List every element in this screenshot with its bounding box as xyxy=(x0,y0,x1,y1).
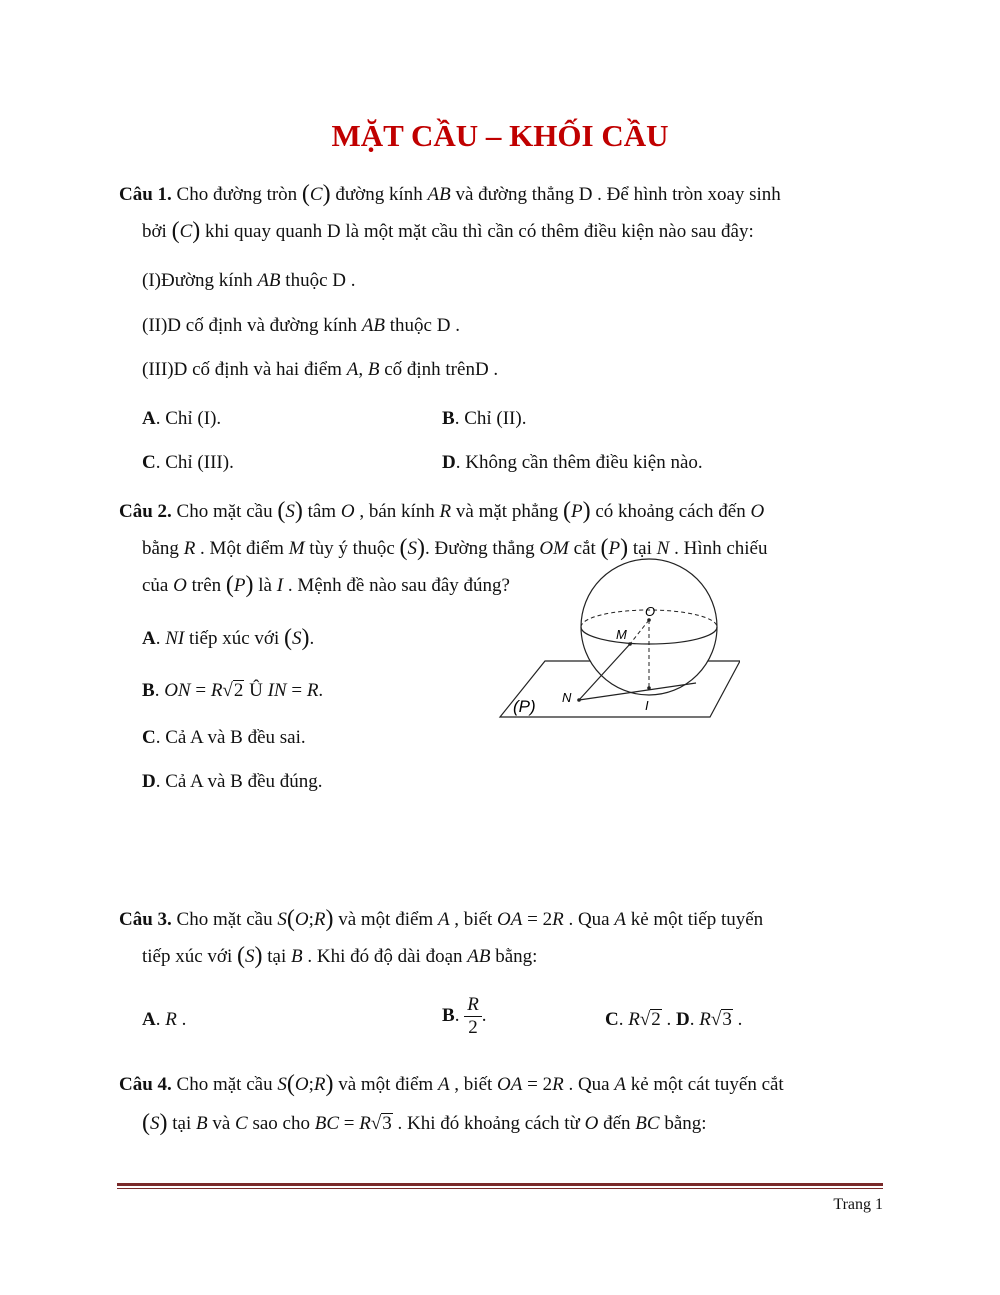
q3-option-cd: C. R√2 . D. R√3 . xyxy=(605,1009,743,1030)
q2-option-d-text: Cả A và B đều đúng. xyxy=(165,771,323,792)
q3-option-b: B. $\frac{R}{2}$ . xyxy=(442,994,487,1038)
q2-line1: Câu 2. Cho mặt cầu (S) tâm O , bán kính R và mặt phẳng (P) có khoảng cách đến O xyxy=(119,498,765,524)
q1-option-d-text: Không cần thêm điều kiện nào. xyxy=(465,452,703,473)
q1-condition-3: (III)D cố định và hai điểm A, B cố định trênD . xyxy=(142,359,499,380)
q2-line3: của O trên (P) là I . Mệnh đề nào sau đây đúng? xyxy=(142,572,510,598)
q2-line2: bằng R . Một điểm M tùy ý thuộc (S). Đường thẳng OM cắt (P) tại N . Hình chiếu xyxy=(142,535,768,561)
label-p: (P) xyxy=(513,697,536,716)
label-i: I xyxy=(645,698,649,713)
q4-line1: Câu 4. Cho mặt cầu S(O;R) và một điểm A , biết OA = 2R . Qua A kẻ một cát tuyến cắt xyxy=(119,1071,784,1097)
q1-line2: bởi (C) khi quay quanh D là một mặt cầu thì cần có thêm điều kiện nào sau đây: xyxy=(142,218,754,244)
page-number: Trang 1 xyxy=(833,1196,883,1213)
q1-option-a-text: Chỉ (I). xyxy=(165,408,222,429)
q3-line2: tiếp xúc với (S) tại B . Khi đó độ dài đoạn AB bằng: xyxy=(142,943,538,969)
q1-option-b: B. Chỉ (II). xyxy=(442,408,527,429)
q3-option-a: A. R . xyxy=(142,1009,187,1030)
q2-option-c-text: Cả A và B đều sai. xyxy=(165,727,306,748)
q1-option-b-text: Chỉ (II). xyxy=(464,408,527,429)
footer-divider xyxy=(117,1183,883,1186)
q1-option-c-text: Chỉ (III). xyxy=(165,452,234,473)
footer-divider-thin xyxy=(117,1188,883,1189)
q2-option-a-text: tiếp xúc với xyxy=(188,628,280,649)
q3-line1: Câu 3. Cho mặt cầu S(O;R) và một điểm A , biết OA = 2R . Qua A kẻ một tiếp tuyến xyxy=(119,906,764,932)
q2-option-b: B. ON = R√2 Û IN = R. xyxy=(142,680,324,701)
q1-option-d: D. Không cần thêm điều kiện nào. xyxy=(442,452,703,473)
page-title: MẶT CẦU – KHỐI CẦU xyxy=(331,118,669,153)
point-n xyxy=(577,698,581,702)
q2-option-d: D. Cả A và B đều đúng. xyxy=(142,771,323,792)
q2-option-a: A. NI tiếp xúc với (S). xyxy=(142,625,315,651)
point-i xyxy=(647,686,651,690)
q3-label: Câu 3. xyxy=(119,909,172,930)
label-n: N xyxy=(562,690,572,705)
q1-label: Câu 1. xyxy=(119,184,172,205)
label-m: M xyxy=(616,627,627,642)
label-o: O xyxy=(645,604,656,619)
q1-option-c: C. Chỉ (III). xyxy=(142,452,234,473)
q4-line2: (S) tại B và C sao cho BC = R√3 . Khi đó khoảng cách từ O đến BC bằng: xyxy=(142,1110,707,1136)
q1-condition-2: (II)D cố định và đường kính AB thuộc D . xyxy=(142,315,460,336)
point-m xyxy=(628,642,632,646)
q1-line1: Câu 1. Cho đường tròn (C) đường kính AB và đường thẳng D . Để hình tròn xoay sinh xyxy=(119,181,781,207)
q1-option-a: A. Chỉ (I). xyxy=(142,408,222,429)
sphere-plane-figure xyxy=(490,550,740,725)
q2-label: Câu 2. xyxy=(119,501,172,522)
q2-option-c: C. Cả A và B đều sai. xyxy=(142,727,306,748)
q4-label: Câu 4. xyxy=(119,1074,172,1095)
q1-condition-1: (I)Đường kính AB thuộc D . xyxy=(142,270,356,291)
